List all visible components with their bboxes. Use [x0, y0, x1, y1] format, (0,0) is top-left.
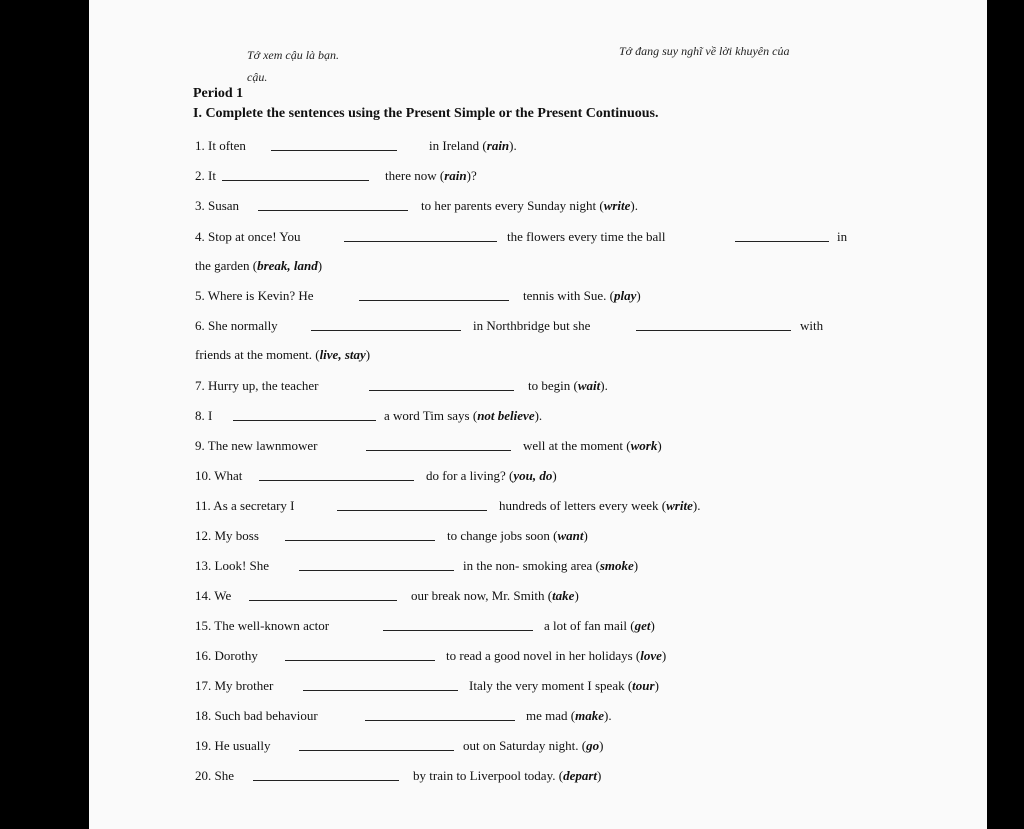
blank-19[interactable] [299, 750, 454, 751]
blank-14[interactable] [249, 600, 397, 601]
blank-13[interactable] [299, 570, 454, 571]
blank-6a[interactable] [311, 330, 461, 331]
blank-4a[interactable] [344, 241, 497, 242]
sentence-6 [195, 318, 278, 334]
s2-mid: there now ( [385, 168, 445, 183]
s12-close: ) [583, 528, 588, 543]
sentence-4 [195, 229, 300, 245]
s9-verb: work [630, 438, 658, 453]
s14-start: 14. We [195, 588, 232, 603]
sentence-9 [195, 438, 318, 454]
sentence-12-end [447, 528, 588, 544]
s13-close: ) [633, 558, 639, 573]
s4-start: 4. Stop at once! You [195, 229, 301, 244]
s8-mid: a word Tim says ( [384, 408, 478, 423]
sentence-4-cont [195, 258, 322, 274]
sentence-7-end [528, 378, 608, 394]
s11-start: 11. As a secretary I [195, 498, 295, 513]
sentence-14 [195, 588, 231, 604]
blank-5[interactable] [359, 300, 509, 301]
s4-close: ) [317, 258, 323, 273]
s5-close: ) [636, 288, 641, 303]
sentence-11 [195, 498, 295, 514]
s20-mid: by train to Liverpool today. ( [413, 768, 564, 783]
s4-verb: break, land [257, 258, 318, 273]
s19-start: 19. He usually [195, 738, 271, 753]
blank-12[interactable] [285, 540, 435, 541]
s11-verb: write [666, 498, 693, 513]
s16-close: ) [661, 648, 667, 663]
s17-verb: tour [632, 678, 655, 693]
sentence-18 [195, 708, 318, 724]
note-left-cont: cậu. [247, 70, 268, 84]
sentence-17-end [469, 678, 659, 694]
sentence-18-end [526, 708, 612, 724]
s2-verb: rain [444, 168, 467, 183]
s19-mid: out on Saturday night. ( [463, 738, 587, 753]
s7-start: 7. Hurry up, the teacher [195, 378, 319, 393]
s14-mid: our break now, Mr. Smith ( [411, 588, 553, 603]
exercise-instruction: I. Complete the sentences using the Present Simple or the Present Continuous. [193, 106, 659, 121]
period-heading: Period 1 [193, 86, 244, 101]
s19-verb: go [586, 738, 600, 753]
s13-start: 13. Look! She [195, 558, 270, 573]
sentence-14-end [411, 588, 579, 604]
sentence-19 [195, 738, 270, 754]
sentence-6-mid [473, 318, 590, 334]
sentence-20-end [413, 768, 601, 784]
s17-close: ) [654, 678, 659, 693]
sentence-2-end [385, 168, 477, 184]
s15-verb: get [634, 618, 651, 633]
sentence-7 [195, 378, 318, 394]
s11-close: ). [692, 498, 701, 513]
s11-mid: hundreds of letters every week ( [499, 498, 667, 513]
sentence-16 [195, 648, 258, 664]
blank-6b[interactable] [636, 330, 791, 331]
s5-mid: tennis with Sue. ( [523, 288, 614, 303]
sentence-4-mid [507, 229, 665, 245]
sentence-8 [195, 408, 212, 424]
s18-verb: make [575, 708, 604, 723]
s4-cont: the garden ( [195, 258, 258, 273]
s15-close: ) [650, 618, 655, 633]
s1-mid: in Ireland ( [429, 138, 487, 153]
s17-start: 17. My brother [195, 678, 274, 693]
note-right: Tớ đang suy nghĩ về lời khuyên của [619, 44, 790, 58]
blank-7[interactable] [369, 390, 514, 391]
s18-mid: me mad ( [526, 708, 576, 723]
s8-start: 8. I [195, 408, 213, 423]
s18-close: ). [603, 708, 612, 723]
s14-close: ) [574, 588, 579, 603]
sentence-17 [195, 678, 273, 694]
note-left-text: Tớ xem cậu là bạn. [247, 48, 340, 62]
s5-verb: play [614, 288, 637, 303]
s7-mid: to begin ( [528, 378, 578, 393]
blank-15[interactable] [383, 630, 533, 631]
s3-start: 3. Susan [195, 198, 240, 213]
sentence-10 [195, 468, 242, 484]
s12-mid: to change jobs soon ( [447, 528, 558, 543]
s8-close: ). [534, 408, 543, 423]
s13-mid: in the non- smoking area ( [463, 558, 600, 573]
sentence-3 [195, 198, 239, 214]
sentence-1 [195, 138, 246, 154]
s6-close: ) [365, 347, 371, 362]
s16-verb: love [640, 648, 662, 663]
s3-close: ). [630, 198, 639, 213]
s1-start: 1. It often [195, 138, 246, 153]
s4-in: in [837, 229, 848, 244]
s14-verb: take [552, 588, 575, 603]
s10-mid: do for a living? ( [426, 468, 514, 483]
blank-2[interactable] [222, 180, 369, 181]
sentence-2 [195, 168, 216, 184]
s20-close: ) [597, 768, 602, 783]
s15-mid: a lot of fan mail ( [544, 618, 635, 633]
s9-close: ) [657, 438, 662, 453]
s20-start: 20. She [195, 768, 234, 783]
s10-close: ) [552, 468, 557, 483]
s17-mid: Italy the very moment I speak ( [469, 678, 633, 693]
sentence-3-end [421, 198, 638, 214]
s6-cont: friends at the moment. ( [195, 347, 320, 362]
s3-verb: write [603, 198, 631, 213]
s9-start: 9. The new lawnmower [195, 438, 318, 453]
sentence-13 [195, 558, 269, 574]
s6-with: with [800, 318, 824, 333]
sentence-5-end [523, 288, 641, 304]
sentence-19-end [463, 738, 603, 754]
sentence-1-end [429, 138, 517, 154]
s10-verb: you, do [513, 468, 553, 483]
blank-20[interactable] [253, 780, 399, 781]
s3-mid: to her parents every Sunday night ( [421, 198, 604, 213]
sentence-6-cont [195, 347, 370, 363]
blank-16[interactable] [285, 660, 435, 661]
s10-start: 10. What [195, 468, 243, 483]
s13-verb: smoke [599, 558, 634, 573]
sentence-12 [195, 528, 259, 544]
note-left [247, 44, 407, 88]
s16-start: 16. Dorothy [195, 648, 258, 663]
s18-start: 18. Such bad behaviour [195, 708, 318, 723]
sentence-6-with [800, 318, 823, 334]
blank-11[interactable] [337, 510, 487, 511]
s9-mid: well at the moment ( [523, 438, 631, 453]
s8-verb: not believe [477, 408, 535, 423]
sentence-8-end [384, 408, 542, 424]
sentence-20 [195, 768, 234, 784]
s4-mid: the flowers every time the ball [507, 229, 666, 244]
s16-mid: to read a good novel in her holidays ( [446, 648, 641, 663]
sentence-16-end [446, 648, 666, 664]
s7-verb: wait [577, 378, 601, 393]
s2-start: 2. It [195, 168, 216, 183]
s15-start: 15. The well-known actor [195, 618, 330, 633]
sentence-10-end [426, 468, 557, 484]
blank-9[interactable] [366, 450, 511, 451]
blank-3[interactable] [258, 210, 408, 211]
sentence-15-end [544, 618, 655, 634]
worksheet-page [89, 0, 987, 829]
s7-close: ). [600, 378, 608, 393]
blank-18[interactable] [365, 720, 515, 721]
s12-verb: want [557, 528, 584, 543]
s2-close: )? [466, 168, 477, 183]
s20-verb: depart [563, 768, 598, 783]
sentence-15 [195, 618, 329, 634]
blank-8[interactable] [233, 420, 376, 421]
sentence-4-in [837, 229, 847, 245]
blank-1[interactable] [271, 150, 397, 151]
sentence-5 [195, 288, 314, 304]
blank-17[interactable] [303, 690, 458, 691]
s1-verb: rain [486, 138, 510, 153]
s6-mid: in Northbridge but she [473, 318, 591, 333]
blank-10[interactable] [259, 480, 414, 481]
sentence-13-end [463, 558, 638, 574]
s19-close: ) [599, 738, 604, 753]
s6-verb: live, stay [319, 347, 366, 362]
sentence-9-end [523, 438, 662, 454]
s6-start: 6. She normally [195, 318, 278, 333]
s12-start: 12. My boss [195, 528, 259, 543]
sentence-11-end [499, 498, 700, 514]
s5-start: 5. Where is Kevin? He [195, 288, 314, 303]
blank-4b[interactable] [735, 241, 829, 242]
s1-close: ). [509, 138, 517, 153]
